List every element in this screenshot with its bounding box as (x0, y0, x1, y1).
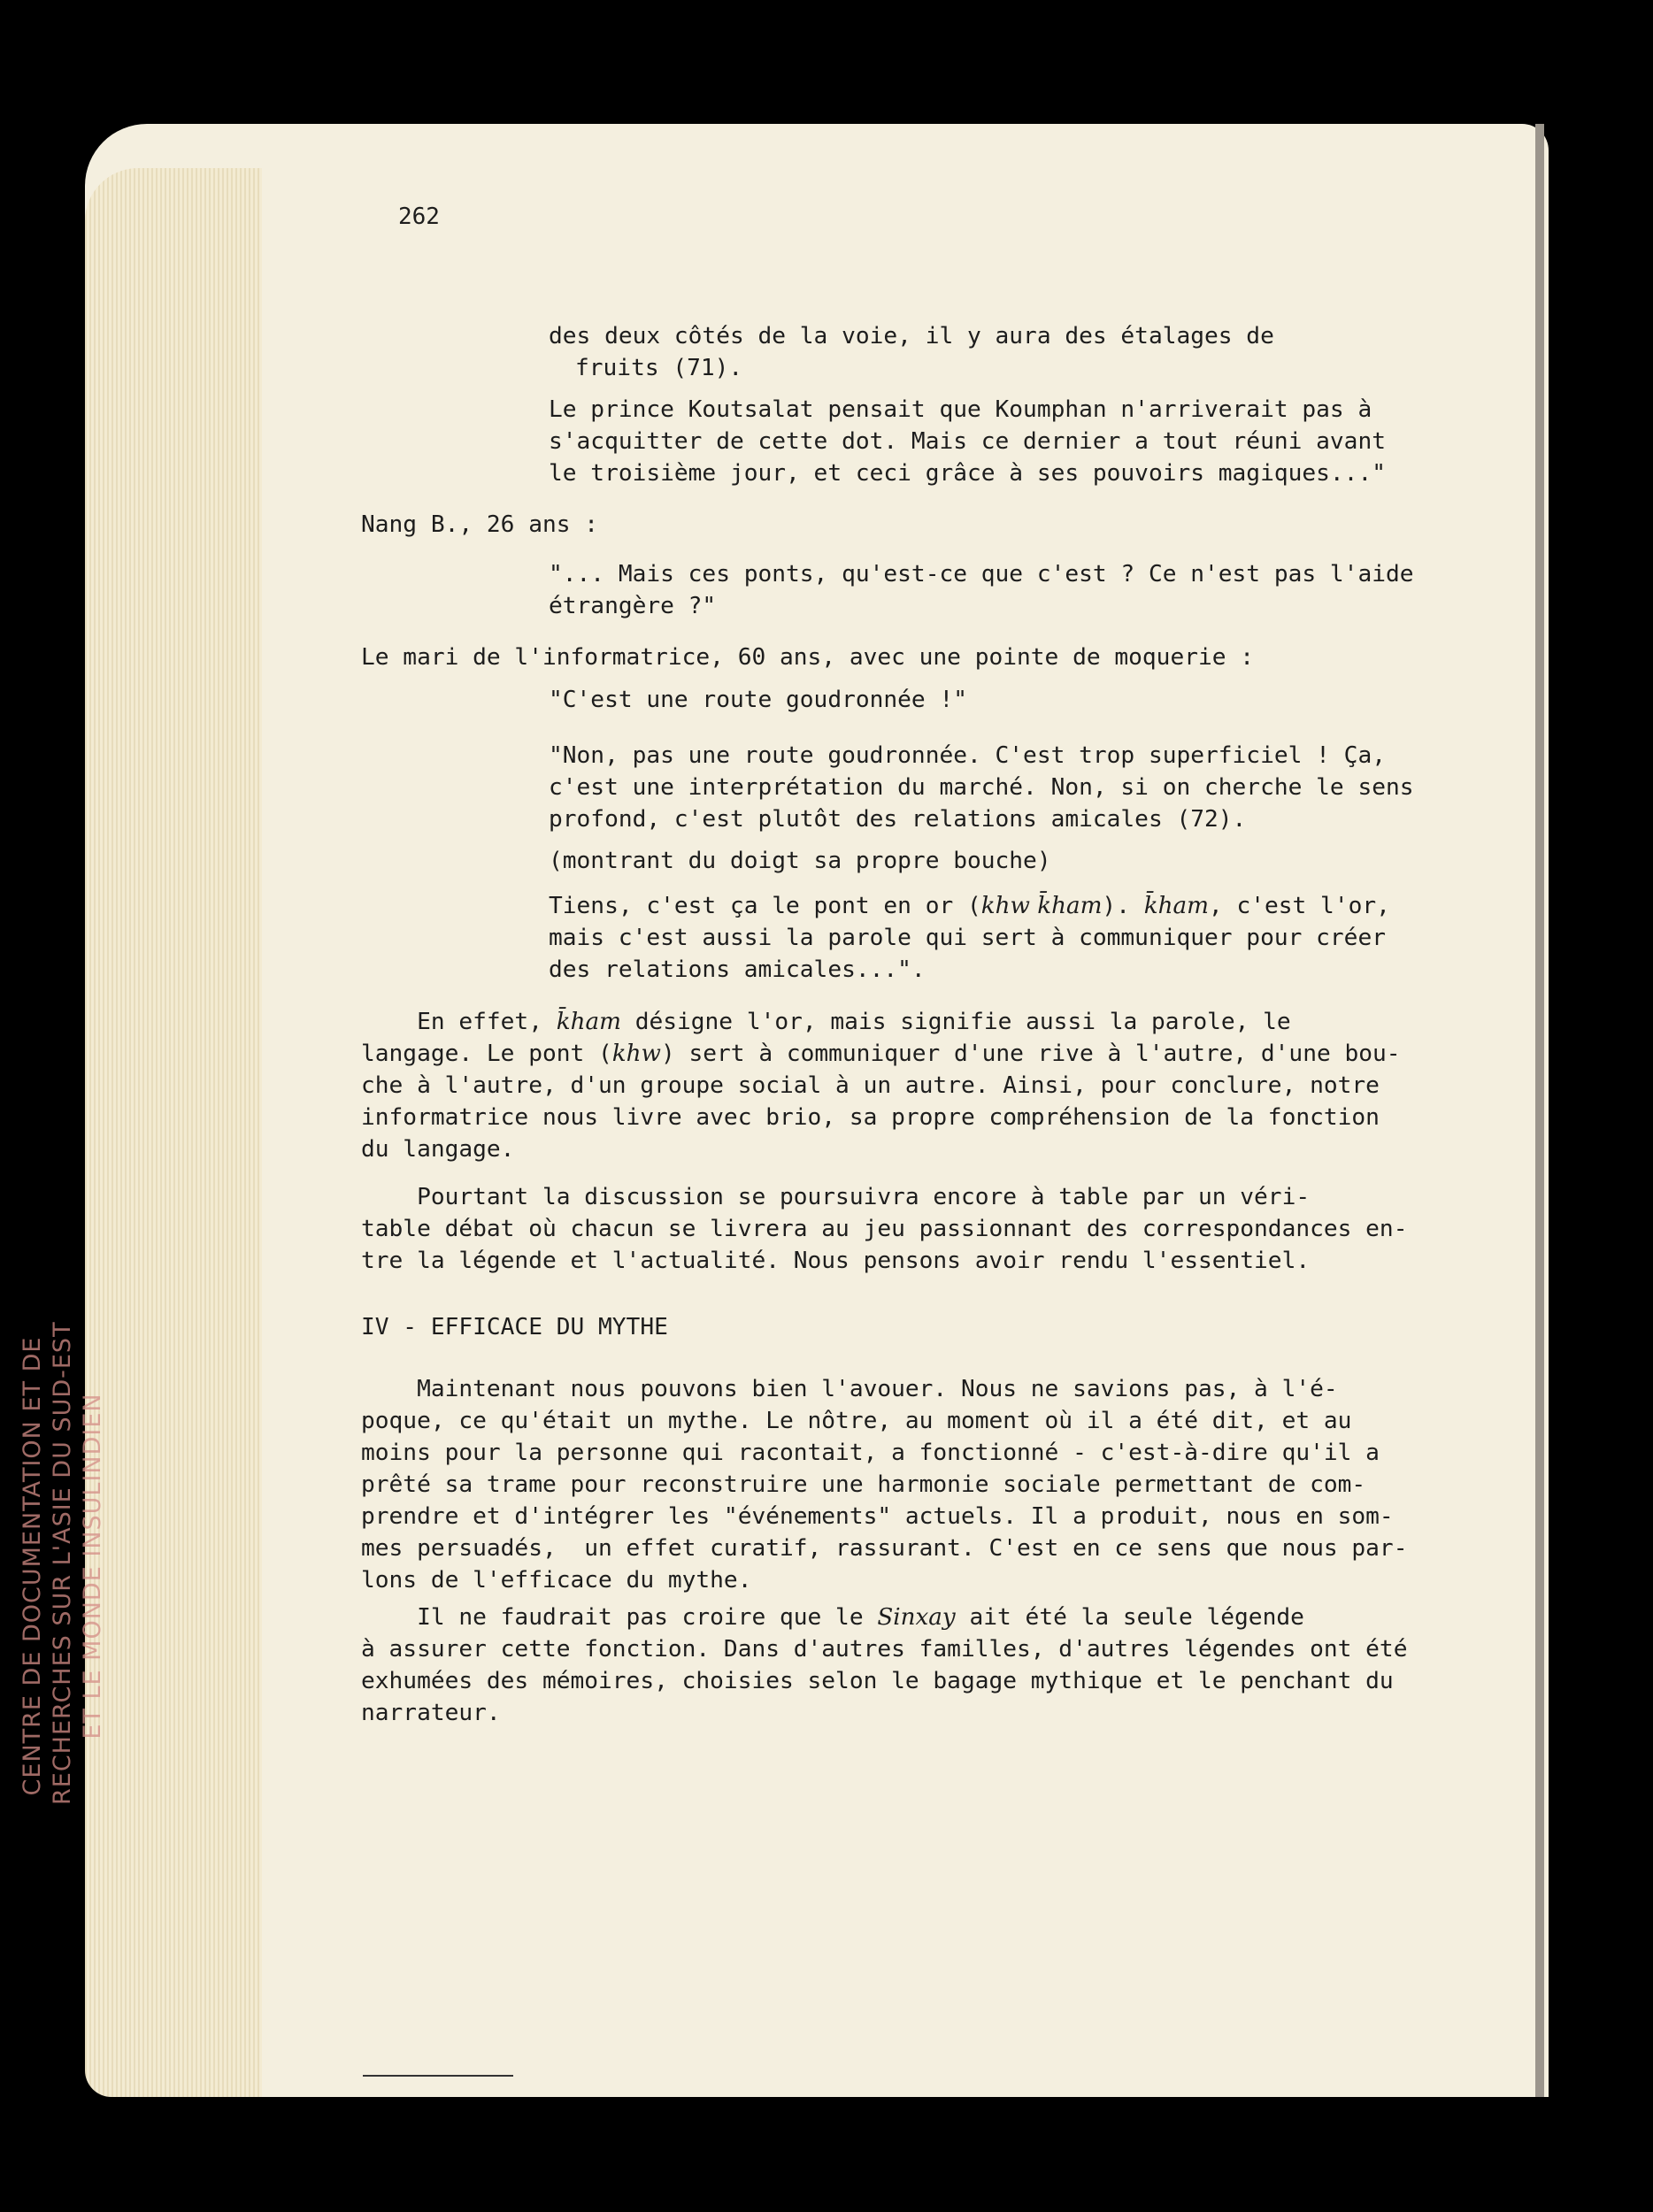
text-line: informatrice nous livre avec brio, sa propre compréhension de la fonction (361, 1104, 1380, 1131)
text-line: Pourtant la discussion se poursuivra encore à table par un véri- (361, 1184, 1311, 1210)
text-line: "... Mais ces ponts, qu'est-ce que c'est ? Ce n'est pas l'aide (549, 561, 1414, 588)
stamp-line: RECHERCHES SUR L'ASIE DU SUD-EST (49, 1321, 76, 1805)
text-line: le troisième jour, et ceci grâce à ses pouvoirs magiques..." (549, 460, 1386, 487)
text-line: du langage. (361, 1136, 515, 1163)
text-span: Tiens, c'est ça le pont en or ( (549, 893, 981, 919)
text-line: lons de l'efficace du mythe. (361, 1567, 752, 1594)
laotian-term: khw (611, 1041, 661, 1067)
text-span: , c'est l'or, (1208, 893, 1390, 919)
stamp-line: CENTRE DE DOCUMENTATION ET DE (19, 1336, 46, 1796)
text-line: prendre et d'intégrer les "événements" actuels. Il a produit, nous en som- (361, 1503, 1394, 1530)
text-line: mes persuadés, un effet curatif, rassurant. C'est en ce sens que nous par- (361, 1535, 1408, 1562)
text-span: Il ne faudrait pas croire que le (361, 1604, 878, 1631)
legend-title: Sinxay (877, 1604, 956, 1631)
text-line: moins pour la personne qui racontait, a fonctionné - c'est-à-dire qu'il a (361, 1440, 1380, 1466)
text-line: étrangère ?" (549, 593, 717, 619)
page-number: 262 (398, 204, 440, 230)
text-span: En effet, (361, 1009, 557, 1035)
laotian-term: khw k̄ham (980, 893, 1103, 919)
text-line (549, 890, 1390, 922)
speaker-label: Le mari de l'informatrice, 60 ans, avec une pointe de moquerie : (361, 644, 1255, 671)
laotian-term: k̄ham (1143, 893, 1209, 919)
text-line: mais c'est aussi la parole qui sert à communiquer pour créer (549, 925, 1386, 951)
text-line (361, 1038, 1401, 1070)
section-heading: IV - EFFICACE DU MYTHE (361, 1314, 668, 1340)
text-span: désigne l'or, mais signifie aussi la parole, le (620, 1009, 1291, 1035)
text-line: des deux côtés de la voie, il y aura des étalages de (549, 323, 1274, 349)
text-line: narrateur. (361, 1700, 501, 1726)
library-stamp (18, 1321, 108, 1805)
text-line: exhumées des mémoires, choisies selon le bagage mythique et le penchant du (361, 1668, 1394, 1694)
text-line: "C'est une route goudronnée !" (549, 687, 967, 713)
text-line (361, 1006, 1291, 1038)
text-line (361, 1601, 1304, 1633)
text-line: s'acquitter de cette dot. Mais ce dernier a tout réuni avant (549, 428, 1386, 455)
footnote-rule (363, 2075, 513, 2077)
text-line: des relations amicales...". (549, 956, 926, 983)
text-line: table débat où chacun se livrera au jeu passionnant des correspondances en- (361, 1216, 1408, 1242)
text-line: Le prince Koutsalat pensait que Koumphan n'arriverait pas à (549, 396, 1372, 423)
text-line: à assurer cette fonction. Dans d'autres familles, d'autres légendes ont été (361, 1636, 1408, 1663)
stamp-line: ET LE MONDE INSULINDIEN (79, 1393, 106, 1740)
binding-shadow (1535, 124, 1544, 2097)
text-line: poque, ce qu'était un mythe. Le nôtre, au moment où il a été dit, et au (361, 1408, 1352, 1434)
text-line: che à l'autre, d'un groupe social à un autre. Ainsi, pour conclure, notre (361, 1072, 1380, 1099)
text-line: "Non, pas une route goudronnée. C'est trop superficiel ! Ça, (549, 742, 1386, 769)
text-line: (montrant du doigt sa propre bouche) (549, 848, 1051, 874)
text-line: fruits (71). (575, 355, 743, 381)
speaker-label: Nang B., 26 ans : (361, 511, 599, 538)
text-span: ait été la seule légende (955, 1604, 1304, 1631)
text-span: langage. Le pont ( (361, 1041, 612, 1067)
text-line: prêté sa trame pour reconstruire une harmonie sociale permettant de com- (361, 1471, 1366, 1498)
laotian-term: k̄ham (556, 1009, 621, 1035)
page-stack-edge (85, 168, 262, 2097)
text-line: Maintenant nous pouvons bien l'avouer. Nous ne savions pas, à l'é- (361, 1376, 1338, 1402)
text-span: ). (1102, 893, 1144, 919)
text-line: tre la légende et l'actualité. Nous pensons avoir rendu l'essentiel. (361, 1248, 1311, 1274)
text-line: profond, c'est plutôt des relations amicales (72). (549, 806, 1247, 833)
text-span: ) sert à communiquer d'une rive à l'autre, d'une bou- (660, 1041, 1401, 1067)
text-line: c'est une interprétation du marché. Non, si on cherche le sens (549, 774, 1414, 801)
